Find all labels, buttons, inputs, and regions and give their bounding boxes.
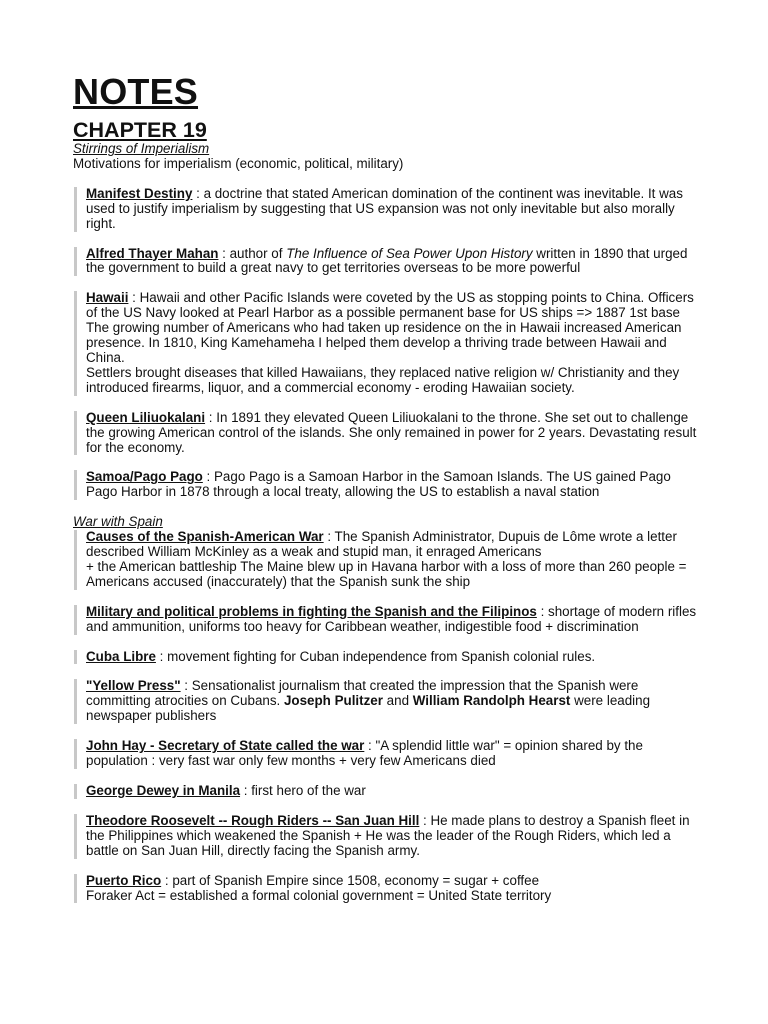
note-term: "Yellow Press" (86, 678, 181, 694)
note-text: : author of (218, 245, 287, 261)
note-causes-war (74, 530, 698, 590)
note-term: Puerto Rico (86, 872, 162, 888)
note-text-continued: + the American battleship The Maine blew up in Havana harbor with a loss of more than 260 people = Americans accused (inaccurately) that the Spanish sunk the ship (86, 558, 687, 589)
note-military-problems (74, 605, 698, 635)
note-term: John Hay - Secretary of State called the war (86, 738, 365, 754)
notes-page (73, 72, 698, 903)
note-text: : part of Spanish Empire since 1508, economy = sugar + coffee (161, 872, 540, 888)
note-text: : He made plans to destroy a Spanish fleet in the Philippines which weakened the Spanish + He was the leader of the Rough Riders, which led a battle on San Juan Hill, directly facing the Spanish army. (86, 812, 690, 858)
note-text: : Sensationalist journalism that created the impression that the Spanish were committing atrocities on Cubans. (86, 678, 639, 709)
note-text: : Hawaii and other Pacific Islands were coveted by the US as stopping points to China. Officers of the US Navy looked at Pearl Harbor as a possible permanent base for US ships => 1887 1st base The growing number of Americans who had taken up residence on the in Hawaii increased American presence. In 1810, King Kamehameha I helped them develop a thriving trade between Hawaii and China. (86, 290, 694, 365)
note-text: : a doctrine that stated American domination of the continent was inevitable. It was used to justify imperialism by suggesting that US expansion was not only inevitable but also morally right. (86, 185, 683, 231)
note-text: and (382, 693, 413, 709)
chapter-heading: CHAPTER 19 (73, 118, 207, 142)
note-text: : shortage of modern rifles and ammunition, uniforms too heavy for Caribbean weather, indigestible food + discrimination (86, 603, 697, 634)
note-text: : movement fighting for Cuban independence from Spanish colonial rules. (155, 648, 596, 664)
note-hawaii (74, 291, 698, 395)
note-text: : In 1891 they elevated Queen Liliuokalani to the throne. She set out to challenge the growing American control of the islands. She only remained in power for 2 years. Devastating result for the economy. (86, 409, 697, 455)
note-text: were leading newspaper publishers (86, 693, 651, 724)
note-term: Causes of the Spanish-American War (86, 529, 324, 545)
note-text: : Pago Pago is a Samoan Harbor in the Samoan Islands. The US gained Pago Pago Harbor in 1878 through a local treaty, allowing the US to establish a naval station (86, 469, 671, 500)
person-name: Joseph Pulitzer (283, 693, 383, 709)
note-term: Samoa/Pago Pago (86, 469, 203, 485)
note-text-continued: Foraker Act = established a formal colonial government = United State territory (86, 887, 552, 903)
note-term: Manifest Destiny (86, 185, 193, 201)
section-heading-imperialism: Stirrings of Imperialism (73, 141, 210, 156)
note-term: Theodore Roosevelt -- Rough Riders -- San Juan Hill (86, 812, 420, 828)
note-term: Queen Liliuokalani (86, 409, 206, 425)
note-yellow-press (74, 679, 698, 724)
note-text: : The Spanish Administrator, Dupuis de Lôme wrote a letter described William McKinley as a weak and stupid man, it enraged Americans (86, 529, 677, 560)
page-title: NOTES (73, 71, 199, 112)
note-term: Cuba Libre (86, 648, 156, 664)
note-term: Hawaii (86, 290, 129, 306)
section-heading-war: War with Spain (73, 514, 163, 530)
note-term: Military and political problems in fighting the Spanish and the Filipinos (86, 603, 537, 619)
book-title: The Influence of Sea Power Upon History (286, 245, 533, 261)
note-text: written in 1890 that urged the government to build a great navy to get territories overseas to be more powerful (86, 245, 688, 276)
note-john-hay (74, 739, 698, 769)
note-text: : "A splendid little war" = opinion shared by the population : very fast war only few months + very few Americans died (86, 738, 643, 769)
note-puerto-rico (74, 874, 698, 904)
person-name: William Randolph Hearst (412, 693, 571, 709)
note-dewey (74, 784, 698, 799)
note-text-continued: Settlers brought diseases that killed Hawaiians, they replaced native religion w/ Christianity and they introduced firearms, liquor, and a commercial economy - eroding Hawaiian society. (86, 364, 680, 395)
note-cuba-libre (74, 650, 698, 665)
note-text: : first hero of the war (240, 783, 366, 798)
section-intro: Motivations for imperialism (economic, political, military) (73, 155, 404, 171)
note-term: Alfred Thayer Mahan (86, 245, 219, 261)
note-term: George Dewey in Manila (86, 783, 241, 798)
note-samoa (74, 470, 698, 500)
note-mahan (74, 247, 698, 277)
note-manifest-destiny (74, 187, 698, 232)
note-roosevelt (74, 814, 698, 859)
note-liliuokalani (74, 411, 698, 456)
